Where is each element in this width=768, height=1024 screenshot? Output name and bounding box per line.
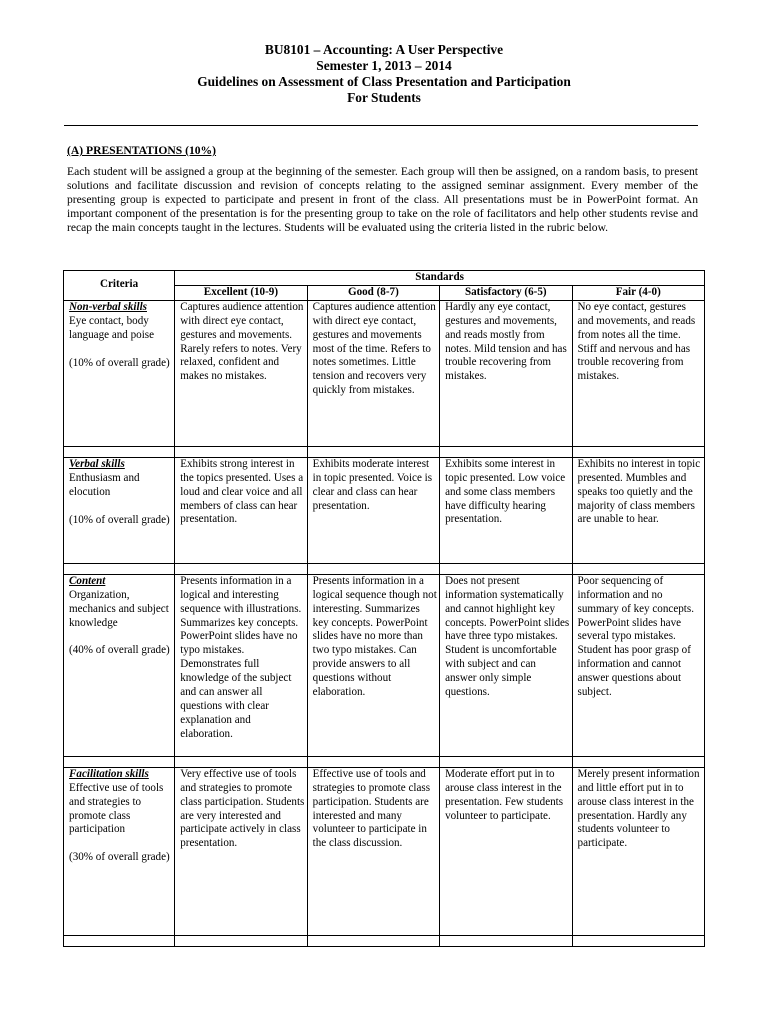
level-excellent-header: Excellent (10-9) xyxy=(175,285,307,300)
criterion-desc: Effective use of tools and strategies to promote class participation xyxy=(69,781,164,836)
rubric-cell: Presents information in a logical sequence though not interesting. Summarizes key concepts. PowerPoint slides have no more than two typo mistakes. Can provide answers to all questions without elaboration. xyxy=(307,574,439,756)
rubric-spacer-row xyxy=(64,935,705,946)
criterion-cell xyxy=(64,574,175,756)
rubric-header-row xyxy=(64,271,705,286)
rubric-cell: Effective use of tools and strategies to promote class participation. Students are interested and many volunteer to participate in the class discussion. xyxy=(307,767,439,935)
document-header xyxy=(0,42,768,106)
rubric-cell: Exhibits moderate interest in topic presented. Voice is clear and class can hear presentation. xyxy=(307,457,439,563)
criterion-desc: Eye contact, body language and poise xyxy=(69,314,155,341)
rubric-cell: Very effective use of tools and strategies to promote class participation. Students are very interested and participate actively in class presentation. xyxy=(175,767,307,935)
criterion-cell xyxy=(64,457,175,563)
rubric-cell: Moderate effort put in to arouse class interest in the presentation. Few students volunteer to participate. xyxy=(440,767,572,935)
criterion-desc: Organization, mechanics and subject knowledge xyxy=(69,588,169,629)
semester-line: Semester 1, 2013 – 2014 xyxy=(316,58,452,73)
criterion-weight: (10% of overall grade) xyxy=(69,513,170,526)
rubric-cell: Captures audience attention with direct eye contact, gestures and movements most of the time. Refers to notes sometimes. Little tension and recovers very quickly from mistakes. xyxy=(307,300,439,446)
criterion-cell xyxy=(64,767,175,935)
criterion-name: Facilitation skills xyxy=(69,767,149,780)
rubric-row-facilitation xyxy=(64,767,705,935)
criterion-weight: (10% of overall grade) xyxy=(69,356,170,369)
rubric-cell: Exhibits no interest in topic presented. Mumbles and speaks too quietly and the majority of class members are unable to hear. xyxy=(572,457,704,563)
rubric-cell: Poor sequencing of information and no summary of key concepts. PowerPoint slides have several typo mistakes. Student has poor grasp of information and cannot answer questions about subject. xyxy=(572,574,704,756)
level-fair-header: Fair (4-0) xyxy=(572,285,704,300)
rubric-spacer-row xyxy=(64,563,705,574)
rubric-cell: Does not present information systematically and cannot highlight key concepts. PowerPoint slides have three typo mistakes. Student is uncomfortable with subject and can answer only simple questions. xyxy=(440,574,572,756)
section-title: (A) PRESENTATIONS (10%) xyxy=(67,144,217,157)
criterion-desc: Enthusiasm and elocution xyxy=(69,471,140,498)
rubric-table xyxy=(63,270,705,947)
rubric-row-content xyxy=(64,574,705,756)
course-title: BU8101 – Accounting: A User Perspective xyxy=(264,42,504,57)
rubric-spacer-row xyxy=(64,756,705,767)
standards-header: Standards xyxy=(175,271,705,286)
audience-line: For Students xyxy=(347,90,421,105)
criterion-weight: (40% of overall grade) xyxy=(69,644,170,657)
criterion-name: Content xyxy=(69,574,106,587)
criteria-header: Criteria xyxy=(64,271,175,301)
rubric-cell: Merely present information and little effort put in to arouse class interest in the presentation. Hardly any students volunteer to participate. xyxy=(572,767,704,935)
rubric-spacer-row xyxy=(64,446,705,457)
criterion-name: Verbal skills xyxy=(69,457,125,470)
criterion-cell xyxy=(64,300,175,446)
header-divider xyxy=(64,125,698,126)
guidelines-title: Guidelines on Assessment of Class Presentation and Participation xyxy=(197,74,571,89)
rubric-cell: Captures audience attention with direct eye contact, gestures and movements. Rarely refers to notes. Very relaxed, confident and makes no mistakes. xyxy=(175,300,307,446)
rubric-row-verbal xyxy=(64,457,705,563)
rubric-cell: No eye contact, gestures and movements, and reads from notes all the time. Stiff and nervous and has trouble recovering from mistakes. xyxy=(572,300,704,446)
rubric-cell: Exhibits strong interest in the topics presented. Uses a loud and clear voice and all members of class can hear presentation. xyxy=(175,457,307,563)
rubric-cell: Exhibits some interest in topic presented. Low voice and some class members have difficulty hearing presentation. xyxy=(440,457,572,563)
rubric-cell: Presents information in a logical and interesting sequence with illustrations. Summarizes key concepts. PowerPoint slides have no typo mistakes. Demonstrates full knowledge of the subject and can answer all questions with clear explanation and elaboration. xyxy=(175,574,307,756)
rubric-row-nonverbal xyxy=(64,300,705,446)
criterion-weight: (30% of overall grade) xyxy=(69,851,170,864)
rubric-cell: Hardly any eye contact, gestures and movements, and reads mostly from notes. Mild tension and has trouble recovering from mistakes. xyxy=(440,300,572,446)
criterion-name: Non-verbal skills xyxy=(69,300,147,313)
level-satisfactory-header: Satisfactory (6-5) xyxy=(440,285,572,300)
level-good-header: Good (8-7) xyxy=(307,285,439,300)
section-intro: Each student will be assigned a group at the beginning of the semester. Each group will then be assigned, on a random basis, to present solutions and facilitate discussion and revision of concepts relating to the assigned seminar assignment. Every member of the presenting group is expected to participate and present in front of the class. All presentations must be in PowerPoint format. An important component of the presentation is for the presenting group to take on the role of facilitators and help other students revise and recap the main concepts taught in the lectures. Students will be evaluated using the criteria listed in the rubric below. xyxy=(67,165,698,234)
